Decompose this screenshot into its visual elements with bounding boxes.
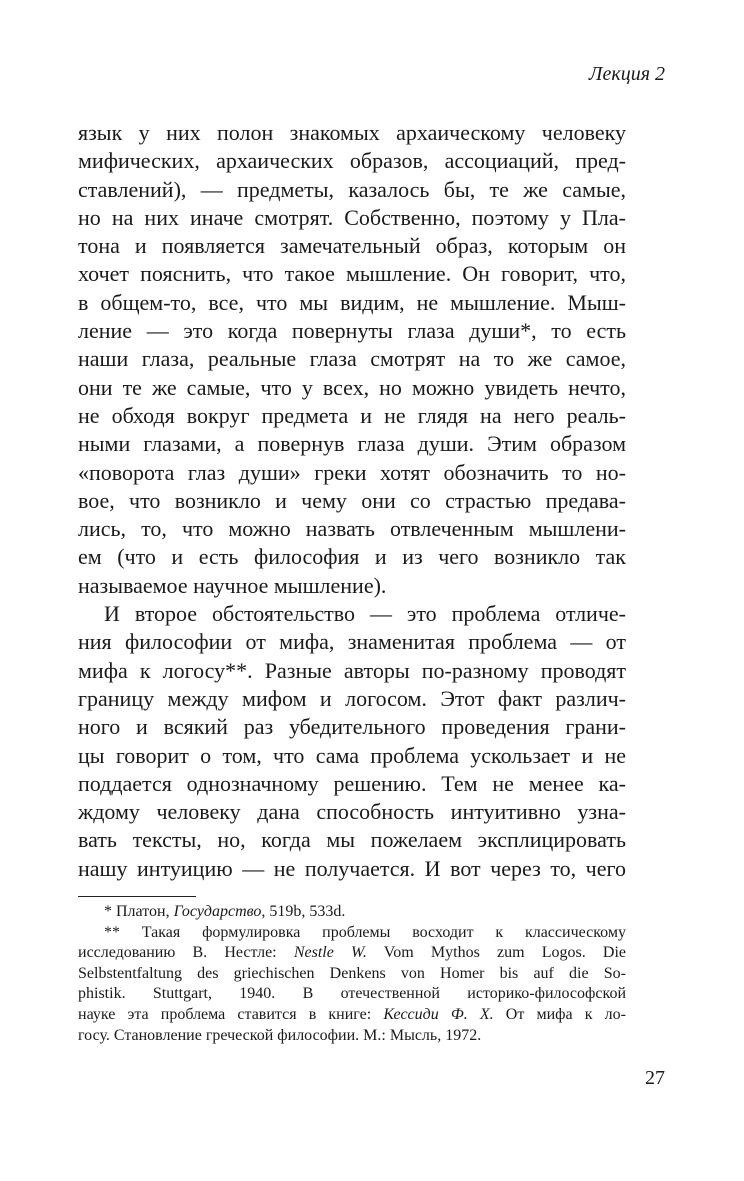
text-line: ными глазами, а повернув глаза души. Этим образом [78,431,626,457]
text-line: мифа к логосу**. Разные авторы по-разному проводят [78,657,626,683]
text-line: ем (что и есть философия и из чего возникло так [78,544,626,570]
text-span: От мифа к ло- [493,1005,626,1023]
paragraph-2 [78,600,626,883]
text-span: Vom Mythos zum Logos. Die [366,944,626,962]
text-span: исследованию В. Нестле: [78,944,294,962]
footnote-divider [78,896,196,897]
text-line: называемое научное мышление). [78,572,387,598]
page-number: 27 [645,1067,665,1089]
text-line: «поворота глаз души» греки хотят обозначить то но- [78,459,626,485]
text-line: границу между мифом и логосом. Этот факт различ- [78,685,626,711]
text-span: науке эта проблема ставится в книге: [78,1005,384,1023]
text-line: ждому человеку дана способность интуитивно узна- [78,799,626,825]
text-line: в общем-то, все, что мы видим, не мышление. Мыш- [78,289,626,315]
running-header: Лекция 2 [588,63,665,85]
text-line: Selbstentfaltung des griechischen Denkens von Homer bis auf die So- [78,964,626,982]
text-line: госу. Становление греческой философии. М.: Мысль, 1972. [78,1026,482,1044]
body-text [78,119,626,883]
author-italic: Кессиди Ф. Х. [383,1005,494,1023]
text-line: язык у них полон знакомых архаическому человеку [78,120,626,145]
text-line: И второе обстоятельство — это проблема отличе- [104,601,626,627]
text-line: тона и появляется замечательный образ, которым он [78,233,626,259]
text-line: мифических, архаических образов, ассоциаций, пред- [78,148,626,174]
footnote-mark: * [104,903,112,920]
text-line: нашу интуицию — не получается. И вот через то, чего [78,855,626,881]
text-line: ление — это когда повернуты глаза души*, то есть [78,318,626,344]
text-line [78,1005,626,1026]
text-line: вать тексты, но, когда мы пожелаем эксплицировать [78,827,626,853]
text-line: цы говорит о том, что сама проблема ускользает и не [78,742,626,768]
text-line: ** Такая формулировка проблемы восходит к классическому [104,923,626,941]
text-line: поддается однозначному решению. Тем не менее ка- [78,770,626,796]
text-line: ния философии от мифа, знаменитая проблема — от [78,629,626,655]
paragraph-1 [78,119,626,600]
text-line: ного и всякий раз убедительного проведения грани- [78,714,626,740]
footnote-2 [78,923,626,1047]
text-line: ставлений), — предметы, казалось бы, те же самые, [78,176,626,202]
text-line [78,943,626,964]
text-line: лись, то, что можно назвать отвлеченным мышлени- [78,516,626,542]
footnotes [78,902,626,1046]
footnote-title: Государство [173,903,262,920]
text-line: phistik. Stuttgart, 1940. В отечественной историко-философской [78,985,626,1003]
text-line: не обходя вокруг предмета и не глядя на него реаль- [78,402,626,428]
text-line: они те же самые, что у всех, но можно увидеть нечто, [78,374,626,400]
text-line: наши глаза, реальные глаза смотрят на то же самое, [78,346,626,372]
author-italic: Nestle W. [293,944,367,962]
text-line: хочет пояснить, что такое мышление. Он говорит, что, [78,261,626,287]
text-line: вое, что возникло и чему они со страстью предава- [78,487,626,513]
footnote-ref: , 519b, 533d. [261,903,346,920]
footnote-author: Платон, [116,903,170,920]
footnote-1 [78,902,626,923]
text-line: но на них иначе смотрят. Собственно, поэтому у Пла- [78,204,626,230]
